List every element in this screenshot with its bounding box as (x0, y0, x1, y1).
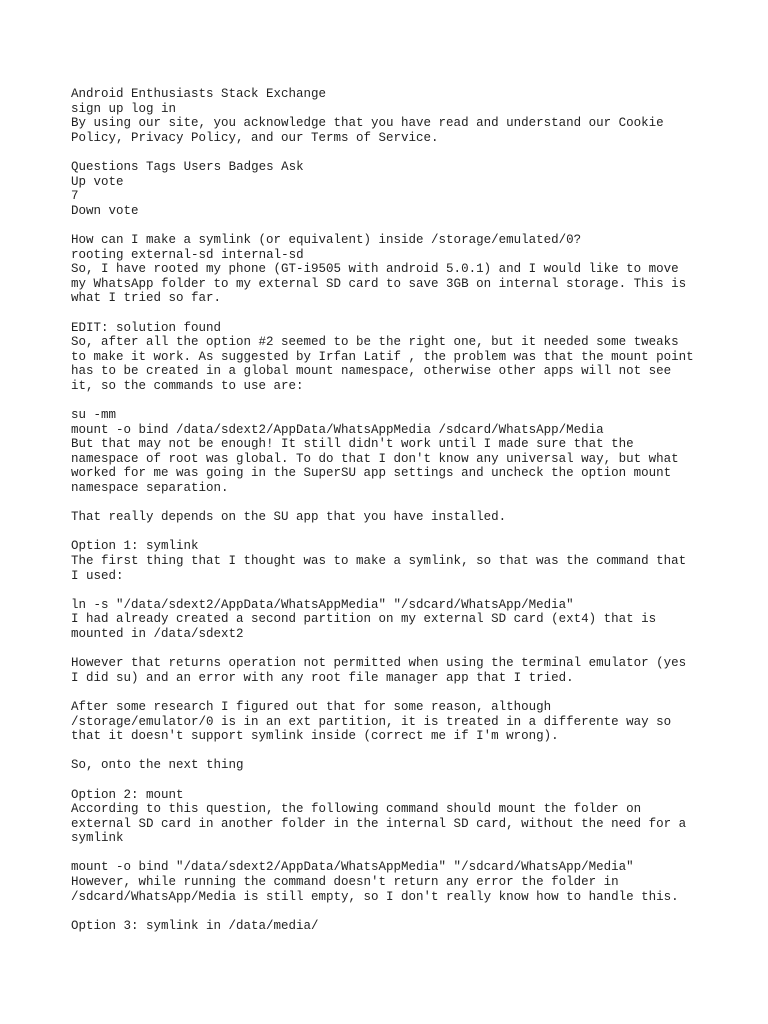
question-title[interactable]: How can I make a symlink (or equivalent) inside /storage/emulated/0? (71, 232, 582, 247)
option2-body-line-3: symlink (71, 831, 124, 846)
nav-questions-link[interactable]: Questions (71, 159, 139, 174)
spacer (71, 145, 751, 160)
spacer (71, 583, 751, 598)
vote-count: 7 (71, 189, 79, 204)
document-body (71, 87, 751, 933)
edit-body-line-4: it, so the commands to use are: (71, 378, 304, 393)
namespace-note-line-2: namespace of root was global. To do that I don't know any universal way, but what (71, 451, 679, 466)
edit-body-line-3: has to be created in a global mount namespace, otherwise other apps will not see (71, 364, 672, 379)
nav-tags-link[interactable]: Tags (146, 159, 177, 174)
option2-body-line-1: According to this question, the following command should mount the folder on (71, 802, 642, 817)
spacer (71, 846, 751, 861)
spacer (71, 525, 751, 540)
su-app-note: That really depends on the SU app that you have installed. (71, 510, 507, 525)
option1-heading: Option 1: symlink (71, 539, 199, 554)
question-intro-line-2: my WhatsApp folder to my external SD card to save 3GB on internal storage. This is (71, 276, 687, 291)
code-su: su -mm (71, 408, 117, 423)
code-ln-symlink: ln -s "/data/sdext2/AppData/WhatsAppMedia" "/sdcard/WhatsApp/Media" (71, 597, 574, 612)
code-mount-bind-quoted: mount -o bind "/data/sdext2/AppData/WhatsAppMedia" "/sdcard/WhatsApp/Media" (71, 860, 634, 875)
option2-heading: Option 2: mount (71, 787, 184, 802)
auth-links (71, 102, 751, 117)
option1-error-line-1: However that returns operation not permitted when using the terminal emulator (yes (71, 656, 687, 671)
edit-body-line-2: to make it work. As suggested by Irfan Latif , the problem was that the mount point (71, 349, 694, 364)
spacer (71, 744, 751, 759)
question-tags (71, 248, 751, 263)
question-intro-line-3: what I tried so far. (71, 291, 222, 306)
option1-body-line-2: I used: (71, 568, 124, 583)
code-mount-bind: mount -o bind /data/sdext2/AppData/WhatsAppMedia /sdcard/WhatsApp/Media (71, 422, 604, 437)
option1-error-line-2: I did su) and an error with any root file manager app that I tried. (71, 670, 574, 685)
namespace-note-line-4: namespace separation. (71, 481, 229, 496)
spacer (71, 218, 751, 233)
namespace-note-line-3: worked for me was going in the SuperSU app settings and uncheck the option mount (71, 466, 672, 481)
spacer (71, 642, 751, 657)
option1-body-line-1: The first thing that I thought was to make a symlink, so that was the command that (71, 554, 687, 568)
research-line-1: After some research I figured out that for some reason, although (71, 699, 552, 714)
sign-up-link[interactable]: sign up (71, 101, 124, 116)
main-nav (71, 160, 751, 175)
namespace-note-line-1: But that may not be enough! It still didn't work until I made sure that the (71, 437, 634, 452)
upvote-button[interactable]: Up vote (71, 174, 124, 189)
research-line-2: /storage/emulator/0 is in an ext partition, it is treated in a differente way so (71, 714, 672, 729)
nav-ask-link[interactable]: Ask (281, 159, 304, 174)
tag-internal-sd[interactable]: internal-sd (221, 247, 304, 262)
nav-users-link[interactable]: Users (183, 159, 222, 174)
research-line-3: that it doesn't support symlink inside (correct me if I'm wrong). (71, 729, 559, 744)
edit-heading: EDIT: solution found (71, 320, 222, 335)
cookie-notice-line-1: By using our site, you acknowledge that you have read and understand our Cookie (71, 116, 664, 131)
option2-result-line-2: /sdcard/WhatsApp/Media is still empty, so I don't really know how to handle this. (71, 889, 679, 904)
option2-body-line-2: external SD card in another folder in the internal SD card, without the need for a (71, 816, 687, 831)
option3-heading: Option 3: symlink in /data/media/ (71, 918, 319, 933)
site-title[interactable]: Android Enthusiasts Stack Exchange (71, 87, 327, 101)
edit-body-line-1: So, after all the option #2 seemed to be the right one, but it needed some tweaks (71, 335, 679, 350)
tag-rooting[interactable]: rooting (71, 247, 124, 262)
spacer (71, 306, 751, 321)
spacer (71, 773, 751, 788)
tag-external-sd[interactable]: external-sd (131, 247, 214, 262)
downvote-button[interactable]: Down vote (71, 203, 139, 218)
option1-partition-line-1: I had already created a second partition on my external SD card (ext4) that is (71, 612, 657, 627)
next-thing: So, onto the next thing (71, 758, 244, 773)
cookie-notice-line-2: Policy, Privacy Policy, and our Terms of Service. (71, 130, 439, 145)
question-intro-line-1: So, I have rooted my phone (GT-i9505 with android 5.0.1) and I would like to move (71, 262, 679, 277)
nav-badges-link[interactable]: Badges (228, 159, 274, 174)
spacer (71, 393, 751, 408)
spacer (71, 685, 751, 700)
spacer (71, 496, 751, 511)
spacer (71, 904, 751, 919)
option2-result-line-1: However, while running the command doesn't return any error the folder in (71, 875, 619, 890)
option1-partition-line-2: mounted in /data/sdext2 (71, 626, 244, 641)
log-in-link[interactable]: log in (131, 101, 177, 116)
